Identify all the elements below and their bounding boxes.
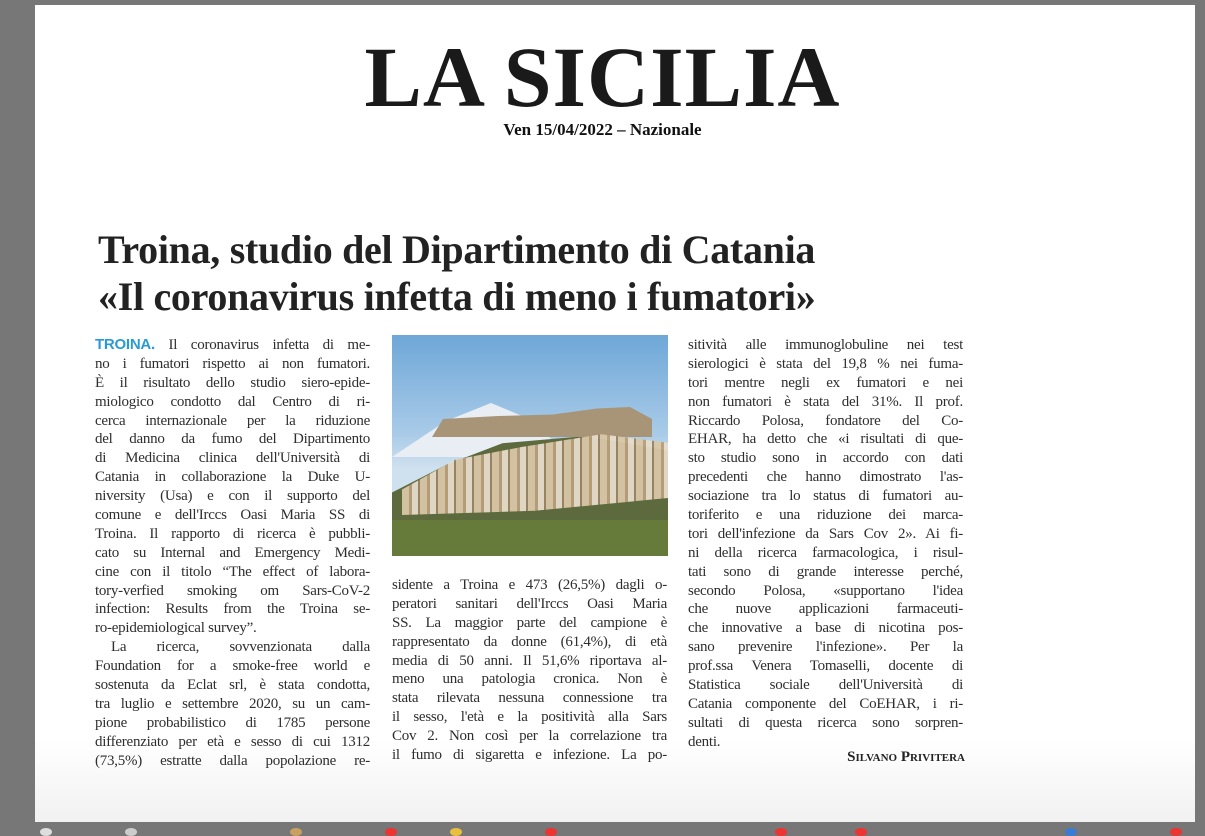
article-line: comune e dell'Irccs Oasi Maria SS di (95, 507, 370, 524)
article-line: peratori sanitari dell'Irccs Oasi Maria (392, 595, 667, 612)
article-line: media di 50 anni. Il 51,6% riportava al- (392, 652, 667, 669)
article-line: di Medicina clinica dell'Università di (95, 450, 370, 467)
newspaper-masthead: LA SICILIA (364, 29, 841, 125)
article-line: pione probabilistico di 1785 persone (95, 714, 370, 731)
article-line: La ricerca, sovvenzionata dalla (111, 639, 370, 656)
article-line: cerca internazionale per la riduzione (95, 412, 370, 429)
article-line: cine con il titolo “The effect of labora- (95, 563, 370, 580)
article-line: prof.ssa Venera Tomaselli, docente di (688, 658, 963, 675)
article-byline: Silvano Privitera (847, 749, 965, 765)
article-line: Riccardo Polosa, fondatore del Co- (688, 412, 963, 429)
headline-line-2: «Il coronavirus infetta di meno i fumatori» (98, 274, 816, 319)
dock-icon[interactable] (1170, 828, 1182, 836)
article-line: sidente a Troina e 473 (26,5%) dagli o- (392, 577, 667, 593)
article-line: il sesso, l'età e la positività alla Sars (392, 709, 667, 726)
dock-icon[interactable] (1065, 828, 1077, 836)
dock-icon[interactable] (450, 828, 462, 836)
article-line: miologico condotto dal Centro di ri- (95, 393, 370, 410)
article-line: meno una patologia cronica. Non è (392, 671, 667, 688)
article-line: differenziato per età e sesso di cui 1312 (95, 733, 370, 750)
article-line: il fumo di sigaretta e infezione. La po- (392, 747, 667, 764)
article-line: infection: Results from the Troina se- (95, 601, 370, 618)
article-line: EHAR, ha detto che «i risultati di que- (688, 431, 963, 448)
article-line: tori mentre negli ex fumatori e nei (688, 374, 963, 391)
article-line: Troina. Il rapporto di ricerca è pubbli- (95, 525, 370, 542)
article-line: rappresentato da donne (61,4%), di età (392, 633, 667, 650)
article-line: tori dell'infezione da Sars Cov 2». Ai fi- (688, 525, 963, 542)
article-line: no i fumatori rispetto ai non fumatori. (95, 355, 370, 372)
article-line: ro-epidemiological survey”. (95, 620, 257, 637)
article-headline (98, 226, 815, 320)
foreground-field (392, 520, 668, 556)
troina-town-photo (392, 335, 668, 556)
article-line: denti. (688, 733, 721, 750)
article-line: sto studio sono in accordo con dati (688, 450, 963, 467)
dock-icon[interactable] (125, 828, 137, 836)
article-line: tory-verfied smoking om Sars-CoV-2 (95, 582, 370, 599)
article-line: toriferito e una riduzione dei marca- (688, 507, 963, 524)
dock-bar (0, 826, 1205, 836)
article-line: sitività alle immunoglobuline nei test (688, 337, 963, 353)
article-line: precedenti che hanno dimostrato l'as- (688, 469, 963, 486)
article-line: non fumatori è stata del 31%. Il prof. (688, 393, 963, 410)
edition-dateline: Ven 15/04/2022 – Nazionale (503, 120, 702, 139)
article-line: Catania componente del CoEHAR, i ri- (688, 695, 963, 712)
article-column-3 (688, 336, 963, 752)
location-kicker: TROINA. (95, 336, 155, 353)
dock-icon[interactable] (385, 828, 397, 836)
article-line: sierologici è stata del 19,8 % nei fuma- (688, 355, 963, 372)
article-line: sultati di questa ricerca sono sorpren- (688, 714, 963, 731)
article-line: Catania in collaborazione la Duke U- (95, 469, 370, 486)
article-line: del danno da fumo del Dipartimento (95, 431, 370, 448)
dock-icon[interactable] (775, 828, 787, 836)
dock-icon[interactable] (290, 828, 302, 836)
article-line-text: Il coronavirus infetta di me- (154, 337, 370, 353)
article-line: tra luglio e settembre 2020, su un cam- (95, 695, 370, 712)
article-line: sostenuta da Eclat srl, è stata condotta, (95, 677, 370, 694)
article-line: Foundation for a smoke-free world e (95, 658, 370, 675)
article-column-2 (392, 576, 667, 765)
article-line: che nuove applicazioni farmaceuti- (688, 601, 963, 618)
article-line: SS. La maggior parte del campione è (392, 614, 667, 631)
article-line: secondo Polosa, «supportano l'idea (688, 582, 963, 599)
article-line: È il risultato dello studio siero-epide- (95, 374, 370, 391)
article-line: Cov 2. Non così per la correlazione tra (392, 728, 667, 745)
article-line: Statistica sociale dell'Università di (688, 677, 963, 694)
article-line: ni della ricerca farmacologica, i risul- (688, 544, 963, 561)
article-line: tati sono di grande interesse perché, (688, 563, 963, 580)
article-line: (73,5%) estratte dalla popolazione re- (95, 752, 370, 769)
article-line: niversity (Usa) e con il supporto del (95, 488, 370, 505)
dock-icon[interactable] (40, 828, 52, 836)
hilltop-buildings (432, 407, 652, 437)
headline-line-1: Troina, studio del Dipartimento di Catania (98, 227, 816, 272)
article-line: sano prevenire l'infezione». Per la (688, 639, 963, 656)
article-line: sociazione tra lo status di fumatori au- (688, 488, 963, 505)
article-line: cato su Internal and Emergency Medi- (95, 544, 370, 561)
article-line: che innovative a base di nicotina pos- (688, 620, 963, 637)
article-line: stata rilevata nessuna connessione tra (392, 690, 667, 707)
article-line (95, 336, 370, 355)
dock-icon[interactable] (545, 828, 557, 836)
dock-icon[interactable] (855, 828, 867, 836)
article-column-1 (95, 336, 370, 770)
